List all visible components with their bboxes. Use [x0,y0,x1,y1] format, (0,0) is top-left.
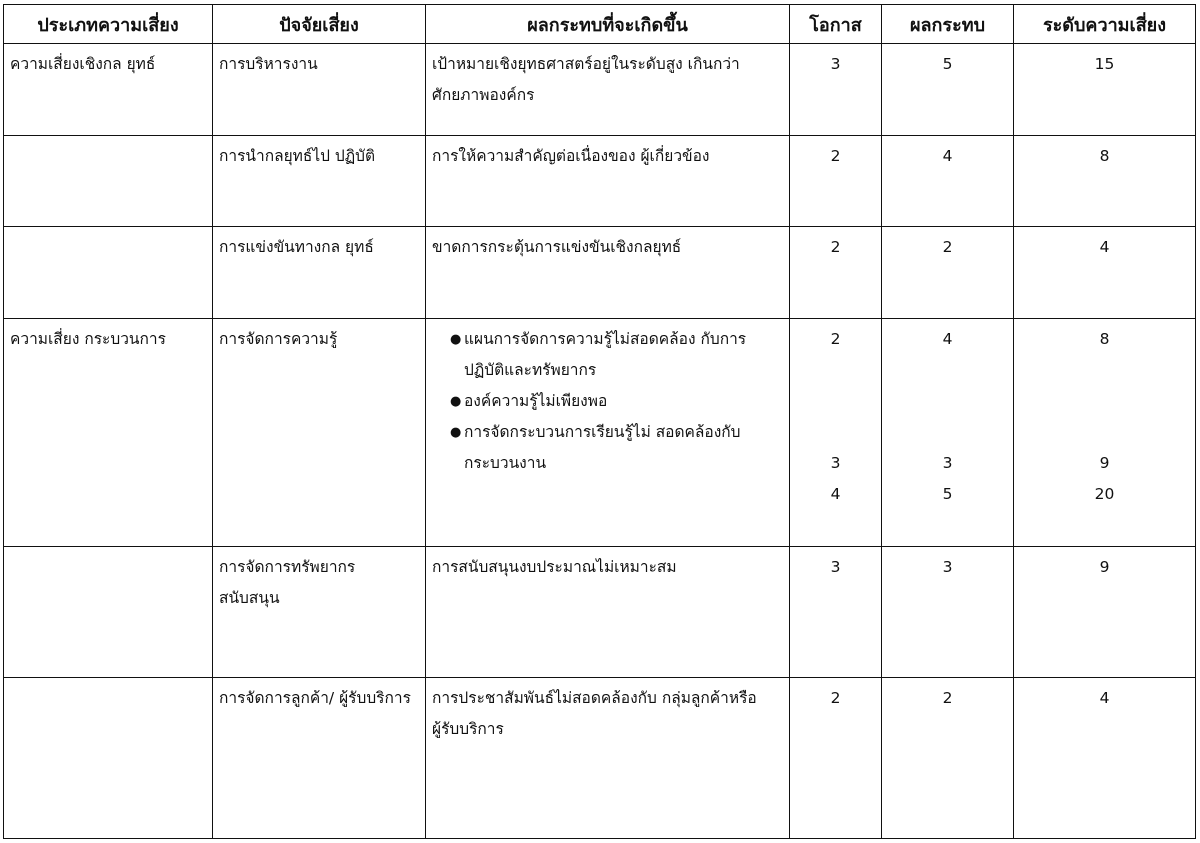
table-row [4,547,1196,677]
risk-factor-cell: การนำกลยุทธ์ไป ปฏิบัติ [213,135,426,227]
risk-level-cell: 15 [1014,44,1196,136]
list-item: ● แผนการจัดการความรู้ไม่สอดคล้อง กับการปฏิบัติและทรัพยากร [450,324,783,386]
risk-factor-cell: การจัดการความรู้ [213,319,426,547]
impact-score-cell: 4 [882,135,1014,227]
impact-score-cell: 5 [882,44,1014,136]
impact-cell: ขาดการกระตุ้นการแข่งขันเชิงกลยุทธ์ [426,227,790,319]
likelihood-value: 2 [830,330,841,349]
risk-level-value: 9 [1099,454,1110,473]
table-row [4,319,1196,547]
risk-factor-cell: การจัดการลูกค้า/ ผู้รับบริการ [213,677,426,838]
risk-level-value: 8 [1099,330,1110,349]
impact-cell: การสนับสนุนงบประมาณไม่เหมาะสม [426,547,790,677]
impact-score-cell: 2 [882,227,1014,319]
risk-type-cell [4,677,213,838]
impact-cell: การประชาสัมพันธ์ไม่สอดคล้องกับ กลุ่มลูกค้าหรือผู้รับบริการ [426,677,790,838]
impact-score-cell: 3 [882,547,1014,677]
impact-score-value: 4 [942,330,953,349]
risk-level-cell [1014,319,1196,547]
risk-type-cell [4,547,213,677]
likelihood-cell: 2 [790,677,882,838]
risk-level-value: 20 [1094,485,1115,504]
list-item: ● การจัดกระบวนการเรียนรู้ไม่ สอดคล้องกับกระบวนงาน [450,417,783,479]
header-row [4,5,1196,44]
table-row [4,44,1196,136]
likelihood-cell: 3 [790,547,882,677]
risk-factor-cell: การจัดการทรัพยากร สนับสนุน [213,547,426,677]
likelihood-cell: 2 [790,135,882,227]
table-row [4,135,1196,227]
impact-score-value: 3 [942,454,953,473]
header-likelihood: โอกาส [790,5,882,44]
header-risk-level: ระดับความเสี่ยง [1014,5,1196,44]
impact-cell: เป้าหมายเชิงยุทธศาสตร์อยู่ในระดับสูง เกินกว่าศักยภาพองค์กร [426,44,790,136]
impact-bullet-list [432,324,783,479]
risk-factor-cell: การบริหารงาน [213,44,426,136]
impact-score-value: 5 [942,485,953,504]
list-item: ● องค์ความรู้ไม่เพียงพอ [450,386,783,417]
impact-cell: การให้ความสำคัญต่อเนื่องของ ผู้เกี่ยวข้อง [426,135,790,227]
likelihood-cell: 2 [790,227,882,319]
risk-type-cell: ความเสี่ยง กระบวนการ [4,319,213,547]
likelihood-cell [790,319,882,547]
risk-level-cell: 4 [1014,677,1196,838]
risk-level-cell: 4 [1014,227,1196,319]
header-impact-score: ผลกระทบ [882,5,1014,44]
impact-score-cell [882,319,1014,547]
risk-factor-cell: การแข่งขันทางกล ยุทธ์ [213,227,426,319]
risk-type-cell: ความเสี่ยงเชิงกล ยุทธ์ [4,44,213,136]
risk-type-cell [4,135,213,227]
impact-score-cell: 2 [882,677,1014,838]
likelihood-value: 4 [830,485,841,504]
impact-cell [426,319,790,547]
table-row [4,227,1196,319]
likelihood-cell: 3 [790,44,882,136]
risk-table [3,4,1196,839]
likelihood-value: 3 [830,454,841,473]
risk-type-cell [4,227,213,319]
header-impact: ผลกระทบที่จะเกิดขึ้น [426,5,790,44]
risk-level-cell: 8 [1014,135,1196,227]
risk-level-cell: 9 [1014,547,1196,677]
header-risk-factor: ปัจจัยเสี่ยง [213,5,426,44]
table-row [4,677,1196,838]
header-risk-type: ประเภทความเสี่ยง [4,5,213,44]
